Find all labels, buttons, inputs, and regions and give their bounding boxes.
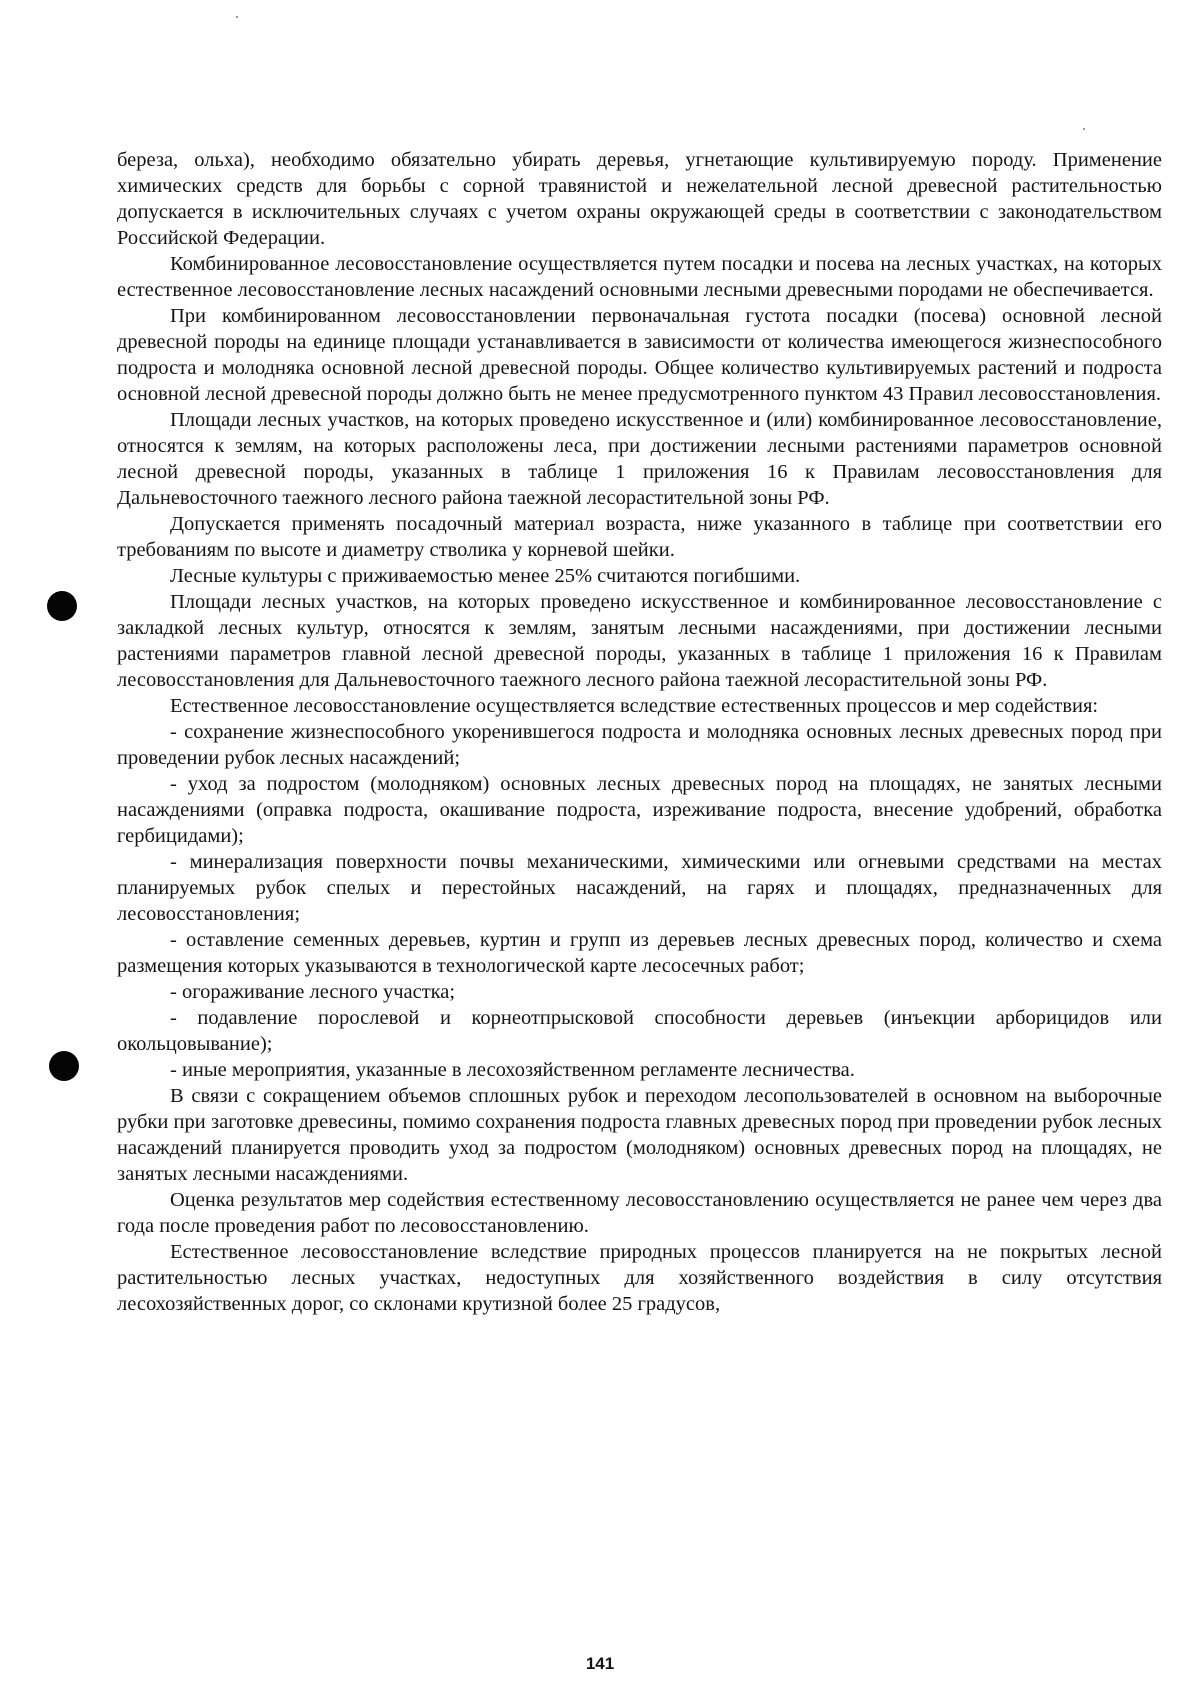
punch-hole-mark (49, 1051, 79, 1081)
paragraph: - подавление порослевой и корнеотпрысковой способности деревьев (инъекции арборицидов или окольцовывание); (117, 1007, 1162, 1055)
paragraph: Допускается применять посадочный материал возраста, ниже указанного в таблице при соответствии его требованиям по высоте и диаметру стволика у корневой шейки. (117, 513, 1162, 561)
paragraph: Оценка результатов мер содействия естественному лесовосстановлению осуществляется не ранее чем через два года после проведения работ по лесовосстановлению. (117, 1189, 1162, 1237)
paragraph: Лесные культуры с приживаемостью менее 25% считаются погибшими. (170, 565, 801, 587)
scan-speck (236, 16, 238, 18)
page-number: 141 (585, 1654, 615, 1673)
paragraph: береза, ольха), необходимо обязательно убирать деревья, угнетающие культивируемую породу. Применение химических средств для борьбы с сорной травянистой и нежелательной лесной древесной растительностью допускается в исключительных случаях с учетом охраны окружающей среды в соответствии с законодательством Российской Федерации. (117, 149, 1162, 249)
paragraph: Естественное лесовосстановление осуществляется вследствие естественных процессов и мер содействия: (170, 695, 1099, 717)
paragraph: - иные мероприятия, указанные в лесохозяйственном регламенте лесничества. (170, 1059, 855, 1081)
paragraph: При комбинированном лесовосстановлении первоначальная густота посадки (посева) основной лесной древесной породы на единице площади устанавливается в зависимости от количества имеющегося жизнеспособного подроста и молодняка основной лесной древесной породы. Общее количество культивируемых растений и подроста основной лесной древесной породы должно быть не менее предусмотренного пунктом 43 Правил лесовосстановления. (117, 305, 1162, 405)
paragraph: Площади лесных участков, на которых проведено искусственное и комбинированное лесовосстановление с закладкой лесных культур, относятся к землям, занятым лесными насаждениями, при достижении лесными растениями параметров главной лесной древесной породы, указанных в таблице 1 приложения 16 к Правилам лесовосстановления для Дальневосточного таежного лесного района таежной лесорастительной зоны РФ. (117, 591, 1162, 691)
scan-speck (1083, 128, 1085, 130)
paragraph: - уход за подростом (молодняком) основных лесных древесных пород на площадях, не занятых лесными насаждениями (оправка подроста, окашивание подроста, изреживание подроста, внесение удобрений, обработка гербицидами); (117, 773, 1162, 847)
document-body (117, 147, 1162, 1317)
paragraph: - оставление семенных деревьев, куртин и групп из деревьев лесных древесных пород, количество и схема размещения которых указываются в технологической карте лесосечных работ; (117, 929, 1162, 977)
paragraph: Комбинированное лесовосстановление осуществляется путем посадки и посева на лесных участках, на которых естественное лесовосстановление лесных насаждений основными лесными древесными породами не обеспечивается. (117, 253, 1162, 301)
paragraph: Естественное лесовосстановление вследствие природных процессов планируется на не покрытых лесной растительностью лесных участках, недоступных для хозяйственного воздействия в силу отсутствия лесохозяйственных дорог, со склонами крутизной более 25 градусов, (117, 1241, 1162, 1315)
punch-hole-mark (47, 591, 77, 621)
paragraph: - минерализация поверхности почвы механическими, химическими или огневыми средствами на местах планируемых рубок спелых и перестойных насаждений, на гарях и площадях, предназначенных для лесовосстановления; (117, 851, 1162, 925)
paragraph: - сохранение жизнеспособного укоренившегося подроста и молодняка основных лесных древесных пород при проведении рубок лесных насаждений; (117, 721, 1162, 769)
paragraph: - огораживание лесного участка; (170, 981, 456, 1003)
paragraph: В связи с сокращением объемов сплошных рубок и переходом лесопользователей в основном на выборочные рубки при заготовке древесины, помимо сохранения подроста главных древесных пород при проведении рубок лесных насаждений планируется проводить уход за подростом (молодняком) основных древесных пород на площадях, не занятых лесными насаждениями. (117, 1085, 1162, 1185)
paragraph: Площади лесных участков, на которых проведено искусственное и (или) комбинированное лесовосстановление, относятся к землям, на которых расположены леса, при достижении лесными растениями параметров основной лесной древесной породы, указанных в таблице 1 приложения 16 к Правилам лесовосстановления для Дальневосточного таежного лесного района таежной лесорастительной зоны РФ. (117, 409, 1162, 509)
